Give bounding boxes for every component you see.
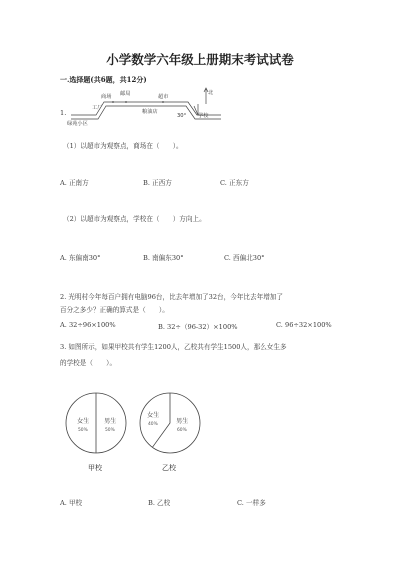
q3-option-a[interactable]: A. 甲校 <box>60 499 83 507</box>
q3-option-c[interactable]: C. 一样多 <box>237 499 266 507</box>
pie-caption: 甲校 <box>88 464 102 472</box>
section-heading: 一.选择题(共6题，共12分) <box>60 75 147 84</box>
pie-right-percent: 50% <box>105 428 115 433</box>
q1-sub1-option-a[interactable]: A. 正南方 <box>60 179 89 187</box>
label-post-office: 邮局 <box>120 91 131 97</box>
pie-charts <box>58 380 208 475</box>
label-angle: 30° <box>177 113 187 119</box>
label-supermarket: 超市 <box>158 94 169 100</box>
pie-left-percent: 50% <box>78 428 88 433</box>
label-school: 学校 <box>198 113 209 119</box>
question-1-sub-1: （1）以超市为观察点，商场在（ ）。 <box>63 142 183 150</box>
point-mall <box>112 101 114 103</box>
pie-right-label: 男生 <box>176 418 189 425</box>
pie-chart-jia <box>66 393 126 472</box>
label-grain-shop: 粮油店 <box>142 109 158 115</box>
q1-sub2-option-a[interactable]: A. 东偏南30° <box>60 254 101 262</box>
pie-caption: 乙校 <box>162 464 176 472</box>
point-supermarket <box>162 101 164 103</box>
label-factory: 工厂 <box>92 105 103 111</box>
q1-sub2-option-c[interactable]: C. 西偏北30° <box>224 254 265 262</box>
page-title: 小学数学六年级上册期末考试试卷 <box>106 52 294 67</box>
q3-option-b[interactable]: B. 乙校 <box>148 499 171 507</box>
label-mall: 商场 <box>101 94 112 100</box>
q1-sub1-option-b[interactable]: B. 正西方 <box>143 179 172 187</box>
direction-map <box>66 86 226 128</box>
label-community: 绿苑小区 <box>67 121 88 127</box>
question-3-line-1: 3. 如图所示，如果甲校共有学生1200人，乙校共有学生1500人，那么女生多 <box>60 343 287 351</box>
question-1-sub-2: （2）以超市为观察点，学校在（ ）方向上。 <box>63 215 206 223</box>
label-north: 北 <box>208 90 214 96</box>
pie-right-label: 男生 <box>104 418 117 425</box>
q1-sub1-option-c[interactable]: C. 正东方 <box>220 179 249 187</box>
question-1-number: 1. <box>60 109 67 117</box>
pie-left-label: 女生 <box>77 418 90 425</box>
question-2-line-1: 2. 光明村今年每百户拥有电脑96台，比去年增加了32台，今年比去年增加了 <box>60 293 283 301</box>
point-post-office <box>125 101 127 103</box>
q1-sub2-option-b[interactable]: B. 南偏东30° <box>143 254 184 262</box>
q2-option-a[interactable]: A. 32÷96×100% <box>60 321 116 329</box>
pie-left-percent: 40% <box>148 422 158 427</box>
pie-chart-yi <box>140 393 200 472</box>
q2-option-b[interactable]: B. 32÷（96-32）×100% <box>158 323 238 331</box>
pie-right-percent: 60% <box>177 428 187 433</box>
pie-left-label: 女生 <box>147 412 160 419</box>
q2-option-c[interactable]: C. 96÷32×100% <box>276 321 332 329</box>
question-2-line-2: 百分之多少？正确的算式是（ ）。 <box>60 306 169 314</box>
question-3-line-2: 的学校是（ ）。 <box>60 359 117 367</box>
